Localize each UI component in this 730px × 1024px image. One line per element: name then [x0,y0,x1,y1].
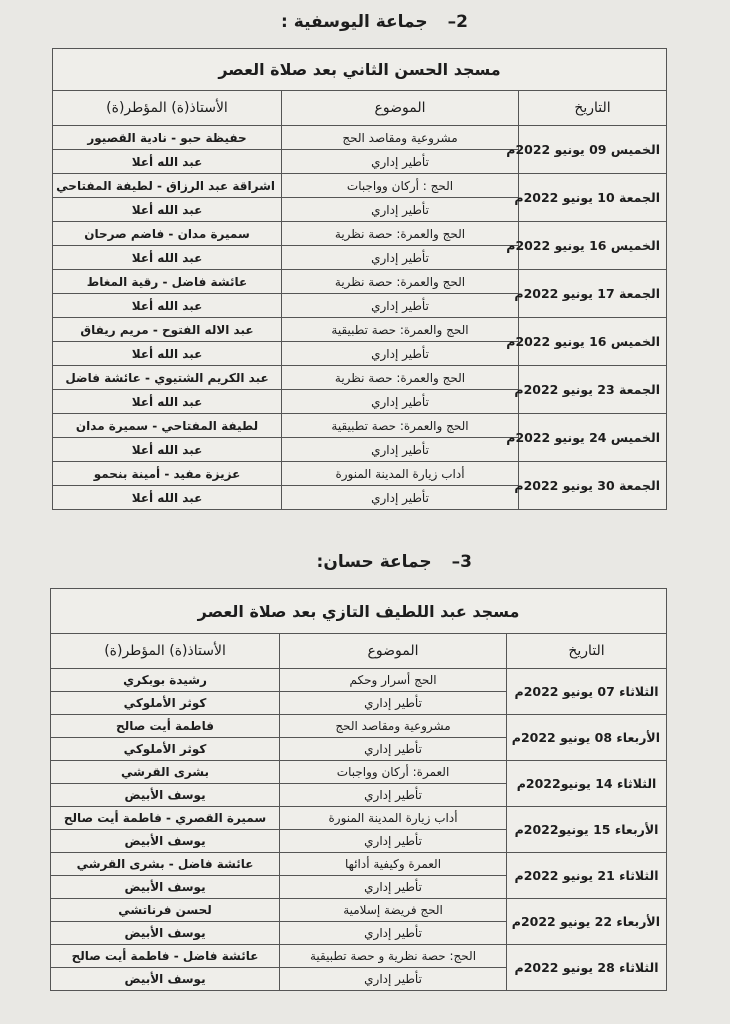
session-admin-topic: تأطير إداري [282,342,519,366]
session-admin-topic: تأطير إداري [282,438,519,462]
session-admin-lecturer: كوثر الأملوكي [51,692,280,715]
table-row [53,462,667,486]
section-2-number: 2– [447,12,468,32]
session-admin-topic: تأطير إداري [282,198,519,222]
session-topic: الحج والعمرة: حصة تطبيقية [282,414,519,438]
column-header-date: التاريخ [507,634,667,669]
session-lecturer: لحسن فرناتشي [51,899,280,922]
session-topic: الحج والعمرة: حصة نظرية [282,222,519,246]
section-3-heading [317,552,472,572]
column-header-lecturer: الأستاذ(ة) المؤطر(ة) [53,91,282,126]
session-lecturer: لطيفة المفتاحي - سميرة مدان [53,414,282,438]
session-date: الجمعة 10 يونيو 2022م [519,174,667,222]
session-date: الجمعة 17 يونيو 2022م [519,270,667,318]
session-topic: العمرة: أركان وواجبات [280,761,507,784]
section-2-heading-text: جماعة اليوسفية : [281,12,428,32]
session-topic: الحج : أركان وواجبات [282,174,519,198]
session-admin-lecturer: عبد الله أعلا [53,150,282,174]
column-header-topic: الموضوع [282,91,519,126]
column-header-date: التاريخ [519,91,667,126]
session-topic: أداب زيارة المدينة المنورة [282,462,519,486]
session-lecturer: سميرة مدان - فاضم صرحان [53,222,282,246]
table-row [51,715,667,738]
session-topic: مشروعية ومقاصد الحج [282,126,519,150]
session-admin-lecturer: عبد الله أعلا [53,246,282,270]
column-header-topic: الموضوع [280,634,507,669]
session-topic: الحج والعمرة: حصة نظرية [282,366,519,390]
session-admin-topic: تأطير إداري [280,968,507,991]
session-admin-topic: تأطير إداري [282,246,519,270]
session-admin-lecturer: عبد الله أعلا [53,438,282,462]
session-topic: الحج والعمرة: حصة نظرية [282,270,519,294]
session-topic: العمرة وكيفية أدائها [280,853,507,876]
table-row [53,318,667,342]
table-row [51,761,667,784]
table-row [53,270,667,294]
session-date: الخميس 16 يونيو 2022م [519,222,667,270]
session-lecturer: عائشة فاضل - بشرى القرشي [51,853,280,876]
session-admin-lecturer: يوسف الأبيض [51,830,280,853]
session-admin-lecturer: عبد الله أعلا [53,294,282,318]
session-admin-topic: تأطير إداري [282,150,519,174]
session-lecturer: عائشة فاضل - رقية المغاط [53,270,282,294]
session-admin-lecturer: عبد الله أعلا [53,198,282,222]
session-admin-topic: تأطير إداري [280,830,507,853]
session-admin-lecturer: يوسف الأبيض [51,968,280,991]
session-topic: الحج والعمرة: حصة تطبيقية [282,318,519,342]
section-3-number: 3– [451,552,472,572]
session-topic: الحج: حصة نظرية و حصة تطبيقية [280,945,507,968]
session-lecturer: اشراقة عبد الرزاق - لطيفة المفتاحي [53,174,282,198]
session-admin-lecturer: عبد الله أعلا [53,486,282,510]
session-date: الجمعة 23 يونيو 2022م [519,366,667,414]
session-date: الثلاثاء 21 يونيو 2022م [507,853,667,899]
session-admin-topic: تأطير إداري [280,692,507,715]
session-date: الأربعاء 08 يونيو 2022م [507,715,667,761]
session-date: الخميس 24 يونيو 2022م [519,414,667,462]
table-row [53,174,667,198]
table-row [53,366,667,390]
session-topic: الحج فريضة إسلامية [280,899,507,922]
session-lecturer: فاطمة أيت صالح [51,715,280,738]
session-admin-topic: تأطير إداري [282,294,519,318]
session-lecturer: عبد الكريم الشتيوي - عائشة فاضل [53,366,282,390]
table-row [51,807,667,830]
session-lecturer: بشرى القرشي [51,761,280,784]
session-admin-lecturer: كوثر الأملوكي [51,738,280,761]
session-lecturer: رشيدة بوبكري [51,669,280,692]
session-admin-topic: تأطير إداري [280,784,507,807]
table-row [53,222,667,246]
table-row [51,899,667,922]
session-lecturer: عائشة فاضل - فاطمة أيت صالح [51,945,280,968]
table-row [51,669,667,692]
session-date: الثلاثاء 07 يونيو 2022م [507,669,667,715]
table-title: مسجد عبد اللطيف التازي بعد صلاة العصر [51,589,667,634]
table-row [53,126,667,150]
session-admin-lecturer: عبد الله أعلا [53,342,282,366]
session-admin-lecturer: عبد الله أعلا [53,390,282,414]
session-topic: أداب زيارة المدينة المنورة [280,807,507,830]
session-admin-topic: تأطير إداري [282,486,519,510]
section-3-heading-text: جماعة حسان: [316,552,432,572]
session-date: الأربعاء 22 يونيو 2022م [507,899,667,945]
session-admin-topic: تأطير إداري [280,738,507,761]
table-row [51,945,667,968]
session-lecturer: عزيزة مفيد - أمينة بنحمو [53,462,282,486]
session-lecturer: سميرة القصري - فاطمة أيت صالح [51,807,280,830]
session-lecturer: حفيظة حبو - نادية القصيور [53,126,282,150]
table-row [53,414,667,438]
column-header-lecturer: الأستاذ(ة) المؤطر(ة) [51,634,280,669]
session-admin-lecturer: يوسف الأبيض [51,784,280,807]
table-row [51,853,667,876]
schedule-table-hassan [50,588,667,991]
session-date: الثلاثاء 14 يونيو2022م [507,761,667,807]
session-admin-topic: تأطير إداري [280,876,507,899]
session-admin-topic: تأطير إداري [280,922,507,945]
session-admin-lecturer: يوسف الأبيض [51,876,280,899]
session-date: الأربعاء 15 يونيو2022م [507,807,667,853]
table-title: مسجد الحسن الثاني بعد صلاة العصر [53,49,667,91]
schedule-table-youssoufia [52,48,667,510]
session-topic: الحج أسرار وحكم [280,669,507,692]
session-admin-topic: تأطير إداري [282,390,519,414]
session-date: الثلاثاء 28 يونيو 2022م [507,945,667,991]
session-date: الخميس 16 يونيو 2022م [519,318,667,366]
session-date: الجمعة 30 يونيو 2022م [519,462,667,510]
section-2-heading [281,12,468,32]
session-topic: مشروعية ومقاصد الحج [280,715,507,738]
session-date: الخميس 09 يونيو 2022م [519,126,667,174]
session-lecturer: عبد الاله الفتوح - مريم ريفاق [53,318,282,342]
session-admin-lecturer: يوسف الأبيض [51,922,280,945]
